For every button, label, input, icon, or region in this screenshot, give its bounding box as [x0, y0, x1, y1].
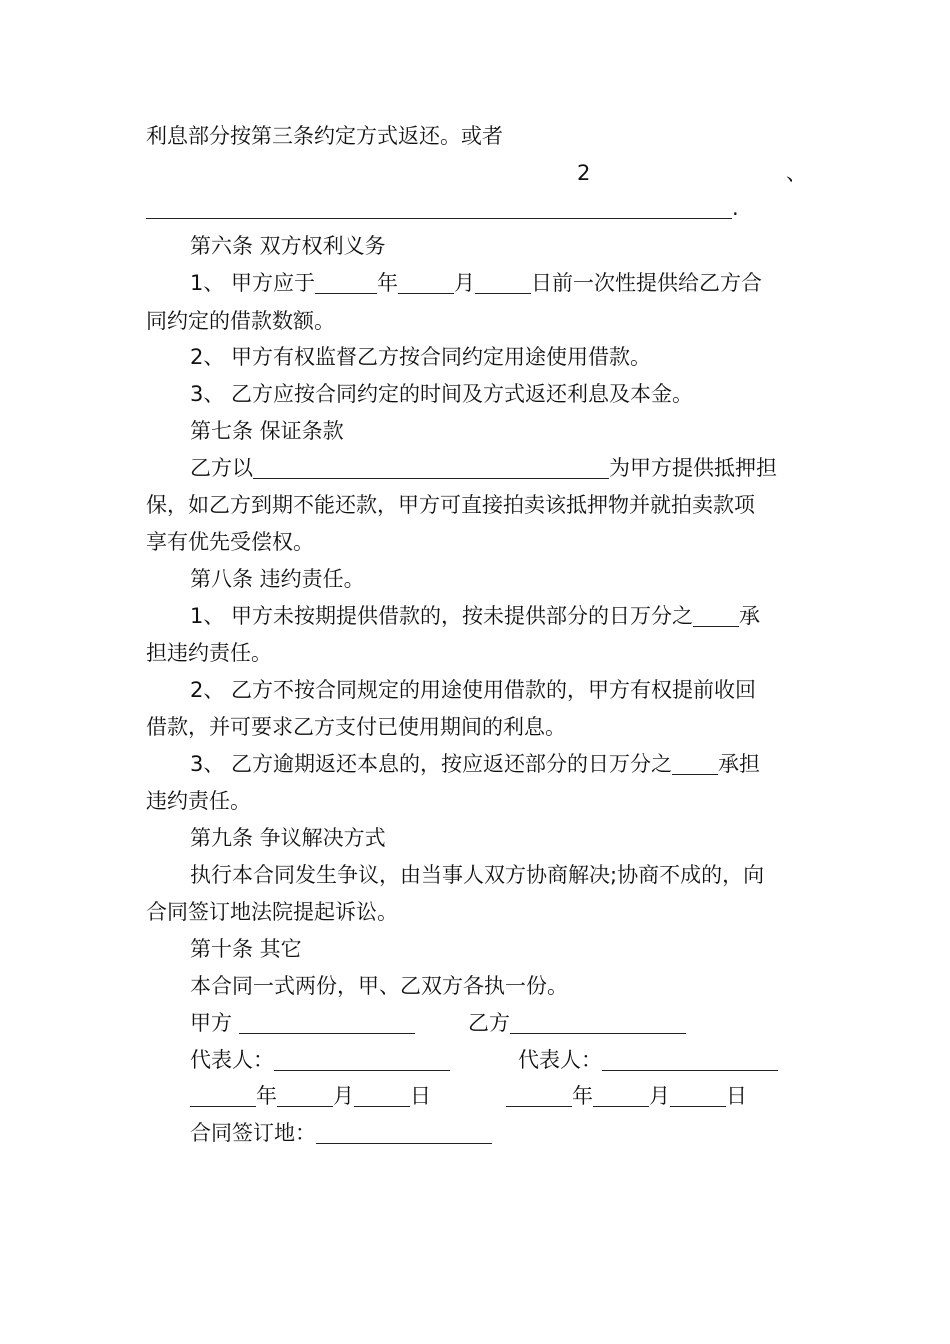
rep-a-label: 代表人： [190, 1048, 274, 1072]
article-7-title: 第七条 保证条款 [190, 419, 344, 443]
article-6-item-2: 2、 甲方有权监督乙方按合同约定用途使用借款。 [190, 345, 652, 369]
rep-b-label: 代表人： [518, 1048, 602, 1072]
place-label: 合同签订地： [190, 1121, 316, 1145]
date-a [190, 1081, 431, 1111]
date-day-label: 日 [410, 1084, 431, 1108]
date-month-label: 月 [649, 1084, 670, 1108]
article-8-item-2: 2、 乙方不按合同规定的用途使用借款的，甲方有权提前收回 [190, 678, 757, 702]
party-b-blank [510, 1011, 686, 1034]
place-blank [316, 1121, 492, 1144]
date-month-label: 月 [333, 1084, 354, 1108]
signing-place [190, 1118, 492, 1148]
text-segment: 为甲方提供抵押担 [609, 456, 777, 480]
text-segment: 承担 [718, 752, 761, 776]
text-segment: 承 [739, 604, 761, 628]
date-a-month-blank [277, 1084, 333, 1107]
blank-year [315, 271, 377, 294]
list-mark: 、 [786, 161, 807, 185]
text-line-interest: 利息部分按第三条约定方式返还。或者 [146, 124, 503, 148]
blank-underline [146, 196, 732, 219]
date-day-label: 日 [726, 1084, 747, 1108]
date-year-label: 年 [572, 1084, 593, 1108]
article-6-item-1 [190, 268, 762, 298]
article-10-title: 第十条 其它 [190, 937, 302, 961]
signature-party-b [468, 1008, 686, 1038]
line-end-dot: . [732, 196, 739, 220]
article-8-item-3 [190, 749, 760, 779]
article-9-title: 第九条 争议解决方式 [190, 826, 386, 850]
rep-b-blank [602, 1048, 778, 1071]
article-7-para-1 [190, 453, 777, 483]
party-b-label: 乙方 [468, 1011, 510, 1035]
page-number-2: 2 [577, 161, 591, 185]
article-8-item-2-cont: 借款，并可要求乙方支付已使用期间的利息。 [146, 715, 566, 739]
article-10-para-1: 本合同一式两份，甲、乙双方各执一份。 [190, 974, 568, 998]
date-b-day-blank [670, 1084, 726, 1107]
article-7-para-1-cont: 保，如乙方到期不能还款，甲方可直接拍卖该抵押物并就拍卖款项 [146, 493, 755, 517]
text-segment: 1、 甲方应于 [190, 271, 316, 295]
article-6-item-1-cont: 同约定的借款数额。 [146, 309, 335, 333]
article-8-item-1-cont: 担违约责任。 [146, 641, 272, 665]
date-a-year-blank [190, 1084, 256, 1107]
rep-a-blank [274, 1048, 450, 1071]
text-segment: 3、 乙方逾期返还本息的，按应返还部分的日万分之 [190, 752, 673, 776]
text-segment: 年 [377, 271, 399, 295]
party-a-blank [239, 1011, 415, 1034]
blank-rate-1 [693, 604, 739, 627]
article-7-para-1-end: 享有优先受偿权。 [146, 530, 314, 554]
article-8-title: 第八条 违约责任。 [190, 567, 365, 591]
party-a-label: 甲方 [190, 1011, 232, 1035]
date-year-label: 年 [256, 1084, 277, 1108]
date-b-month-blank [593, 1084, 649, 1107]
representative-b [518, 1045, 778, 1075]
article-9-para-1: 执行本合同发生争议，由当事人双方协商解决;协商不成的，向 [190, 863, 765, 887]
text-segment: 1、 甲方未按期提供借款的，按未提供部分的日万分之 [190, 604, 694, 628]
article-8-item-3-cont: 违约责任。 [146, 789, 251, 813]
blank-month [398, 271, 454, 294]
date-b [506, 1081, 747, 1111]
blank-collateral [253, 456, 609, 479]
signature-party-a [190, 1008, 415, 1038]
date-b-year-blank [506, 1084, 572, 1107]
text-segment: 月 [454, 271, 476, 295]
article-9-para-1-cont: 合同签订地法院提起诉讼。 [146, 900, 398, 924]
date-a-day-blank [354, 1084, 410, 1107]
article-8-item-1 [190, 601, 760, 631]
article-6-title: 第六条 双方权利义务 [190, 234, 386, 258]
blank-line-or [146, 193, 739, 223]
representative-a [190, 1045, 450, 1075]
article-6-item-3: 3、 乙方应按合同约定的时间及方式返还利息及本金。 [190, 382, 694, 406]
blank-day [475, 271, 531, 294]
text-segment: 日前一次性提供给乙方合 [531, 271, 763, 295]
text-segment: 乙方以 [190, 456, 253, 480]
blank-rate-2 [672, 752, 718, 775]
